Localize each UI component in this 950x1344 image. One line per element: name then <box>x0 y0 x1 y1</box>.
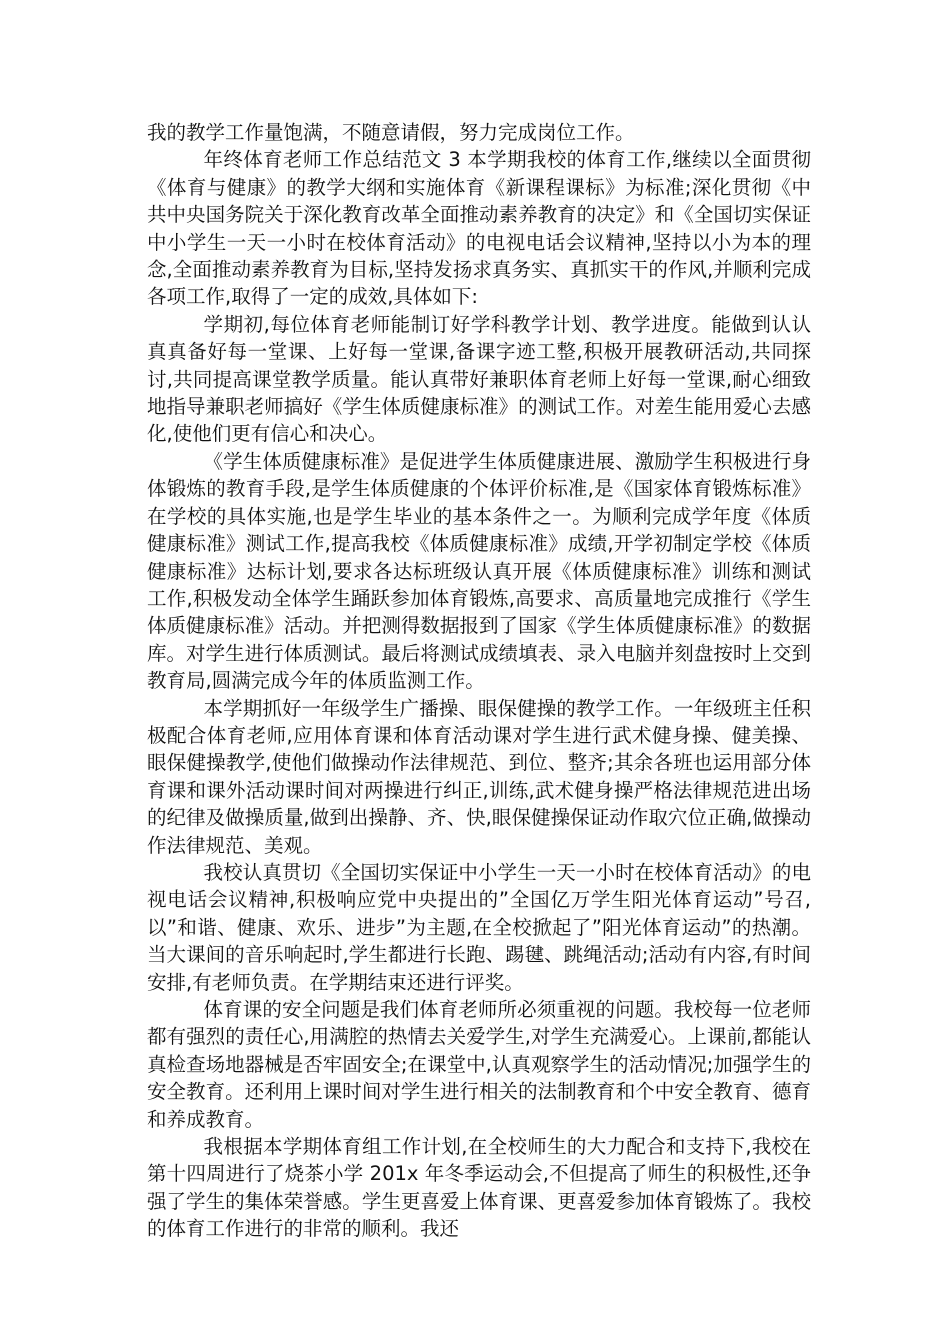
paragraph-continuation: 我的教学工作量饱满，不随意请假，努力完成岗位工作。 <box>147 121 635 144</box>
paragraph-planning: 学期初,每位体育老师能制订好学科教学计划、教学进度。能做到认认真真备好每一堂课、上好每一堂课,备课字迹工整,积极开展教研活动,共同探讨,共同提高课堂教学质量。能认真带好兼职体育老师上好每一堂课,耐心细致地指导兼职老师搞好《学生体质健康标准》的测试工作。对差生能用爱心去感化,使他们更有信心和决心。 <box>147 312 811 446</box>
document-body <box>147 119 811 1243</box>
paragraph-sunshine-sports: 我校认真贯切《全国切实保证中小学生一天一小时在校体育活动》的电视电话会议精神,积极响应党中央提出的”全国亿万学生阳光体育运动”号召,以”和谐、健康、欢乐、进步”为主题,在全校掀起了”阳光体育运动”的热潮。当大课间的音乐响起时,学生都进行长跑、踢毽、跳绳活动;活动有内容,有时间安排,有老师负责。在学期结束还进行评奖。 <box>147 860 811 994</box>
paragraph-safety: 体育课的安全问题是我们体育老师所必须重视的问题。我校每一位老师都有强烈的责任心,用满腔的热情去关爱学生,对学生充满爱心。上课前,都能认真检查场地器械是否牢固安全;在课堂中,认真观察学生的活动情况;加强学生的安全教育。还利用上课时间对学生进行相关的法制教育和个中安全教育、德育和养成教育。 <box>147 998 811 1131</box>
paragraph-exercises: 本学期抓好一年级学生广播操、眼保健操的教学工作。一年级班主任积极配合体育老师,应用体育课和体育活动课对学生进行武术健身操、健美操、眼保健操教学,使他们做操动作法律规范、到位、整齐;其余各班也运用部分体育课和课外活动课时间对两操进行纠正,训练,武术健身操严格法律规范进出场的纪律及做操质量,做到出操静、齐、快,眼保健操保证动作取穴位正确,做操动作法律规范、美观。 <box>147 696 811 857</box>
paragraph-fitness-standard: 《学生体质健康标准》是促进学生体质健康进展、激励学生积极进行身体锻炼的教育手段,是学生体质健康的个体评价标准,是《国家体育锻炼标准》在学校的具体实施,也是学生毕业的基本条件之一。为顺利完成学年度《体质健康标准》测试工作,提高我校《体质健康标准》成绩,开学初制定学校《体质健康标准》达标计划,要求各达标班级认真开展《体质健康标准》训练和测试工作,积极发动全体学生踊跃参加体育锻炼,高要求、高质量地完成推行《学生体质健康标准》活动。并把测得数据报到了国家《学生体质健康标准》的数据库。对学生进行体质测试。最后将测试成绩填表、录入电脑并刻盘按时上交到教育局,圆满完成今年的体质监测工作。 <box>147 449 811 693</box>
paragraph-sports-meet: 我根据本学期体育组工作计划,在全校师生的大力配合和支持下,我校在第十四周进行了烧茶小学 201x 年冬季运动会,不但提高了师生的积极性,还争强了学生的集体荣誉感。学生更喜爱上体育课、更喜爱参加体育锻炼了。我校的体育工作进行的非常的顺利。我还 <box>147 1135 811 1241</box>
paragraph-intro: 年终体育老师工作总结范文 3 本学期我校的体育工作,继续以全面贯彻《体育与健康》的教学大纲和实施体育《新课程课标》为标准;深化贯彻《中共中央国务院关于深化教育改革全面推动素养教育的决定》和《全国切实保证中小学生一天一小时在校体育活动》的电视电话会议精神,坚持以小为本的理念,全面推动素养教育为目标,坚持发扬求真务实、真抓实干的作风,并顺利完成各项工作,取得了一定的成效,具体如下: <box>147 148 811 309</box>
